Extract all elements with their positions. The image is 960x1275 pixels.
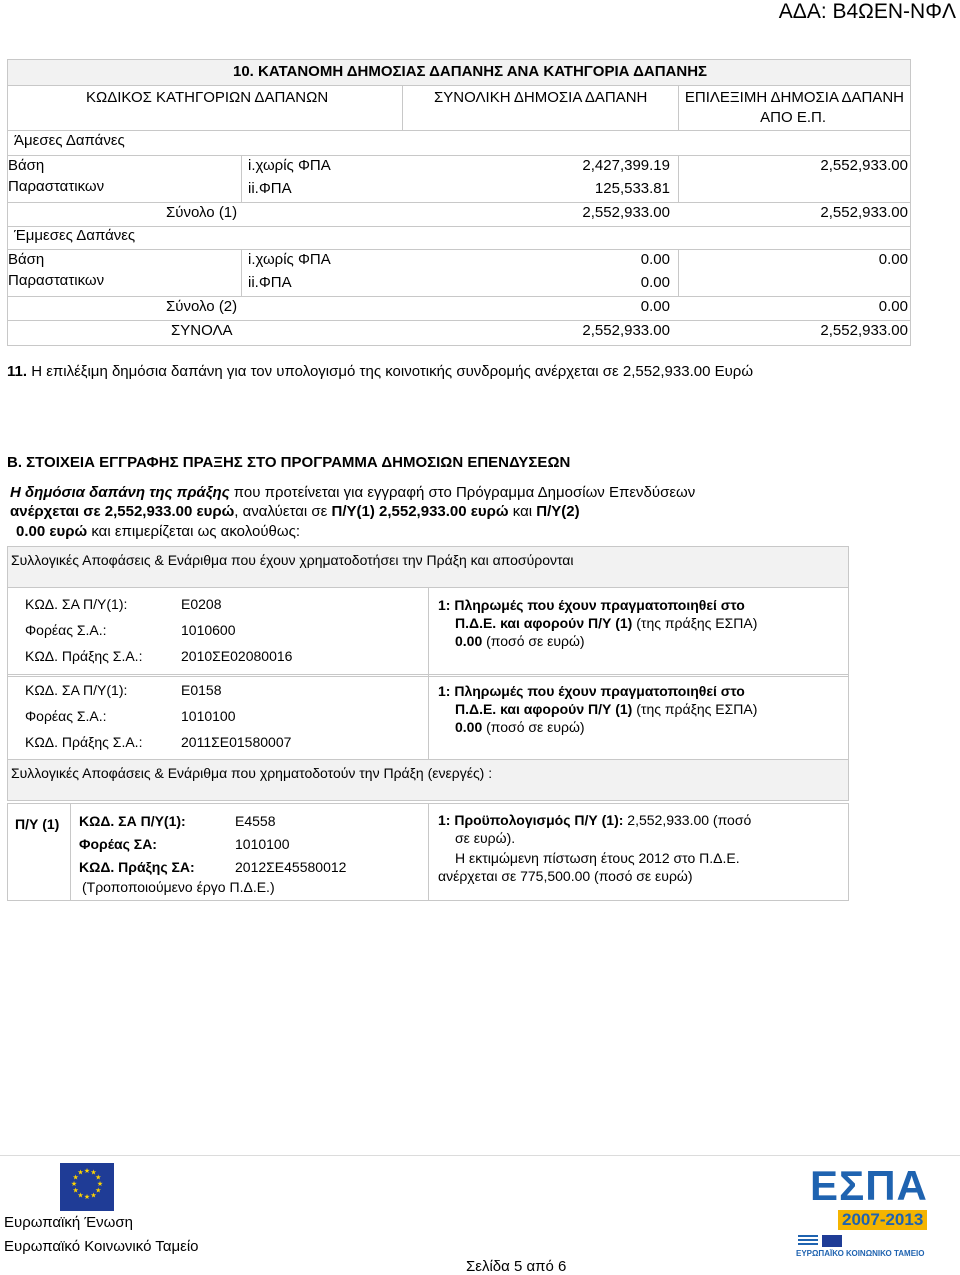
ka-label: ΚΩΔ. ΣΑ Π/Υ(1):: [25, 596, 128, 612]
modified-project-note: (Τροποποιούμενο έργο Π.Δ.Ε.): [82, 879, 275, 895]
col-code-header: ΚΩΔΙΚΟΣ ΚΑΤΗΓΟΡΙΩΝ ΔΑΠΑΝΩΝ: [86, 89, 329, 106]
basis-label: Βάση: [8, 157, 45, 174]
section-10-title: 10. ΚΑΤΑΝΟΜΗ ΔΗΜΟΣΙΑΣ ΔΑΠΑΝΗΣ ΑΝΑ ΚΑΤΗΓΟΡΙΑ ΔΑΠΑΝΗΣ: [233, 63, 708, 80]
line-text: και επιμερίζεται ως ακολούθως:: [87, 523, 300, 540]
col-divider: [241, 155, 242, 202]
sum2-label: Σύνολο (2): [166, 298, 238, 315]
espa-logo-text: ΕΣΠΑ: [810, 1162, 928, 1209]
vat-label: ii.ΦΠΑ: [248, 180, 292, 197]
sum1-eligible: 2,552,933.00: [820, 204, 908, 221]
payments-py: Π.Δ.Ε. και αφορούν Π/Υ (1): [455, 615, 633, 631]
section-11-paragraph: [7, 363, 753, 380]
col-divider: [402, 86, 403, 130]
withdrawn-record-2: [7, 674, 849, 762]
budget-line-2: σε ευρώ).: [455, 830, 516, 846]
col-divider: [70, 804, 71, 900]
active-decisions-title: Συλλογικές Αποφάσεις & Ενάριθμα που χρηματοδοτούν την Πράξη (ενεργές) :: [11, 765, 493, 781]
line-text: και: [508, 503, 537, 520]
sum1-label: Σύνολο (1): [166, 204, 238, 221]
no-vat-label: i.χωρίς ΦΠΑ: [248, 251, 331, 268]
basis-label: Βάση: [8, 251, 45, 268]
payments-line-2: [455, 615, 757, 631]
indirect-eligible: 0.00: [878, 251, 908, 268]
no-vat-label: i.χωρίς ΦΠΑ: [248, 157, 331, 174]
col-divider: [428, 804, 429, 900]
eu-label: Ευρωπαϊκή Ένωση: [4, 1214, 133, 1231]
payments-line-3: [455, 719, 585, 735]
withdrawn-record-1: [7, 587, 849, 677]
svg-text:★: ★: [95, 1186, 102, 1195]
payments-unit: (ποσό σε ευρώ): [482, 633, 585, 649]
praxi-label: ΚΩΔ. Πράξης Σ.Α.:: [25, 734, 143, 750]
col-divider: [428, 588, 429, 676]
svg-text:★: ★: [83, 1167, 91, 1175]
praxi-value: 2010ΣΕ02080016: [181, 648, 293, 664]
line-text: που προτείνεται για εγγραφή στο Πρόγραμμα Δημοσίων Επενδύσεων: [229, 484, 696, 501]
active-decisions-header: [7, 759, 849, 801]
table-title-bar: [8, 60, 910, 86]
praxi-label: ΚΩΔ. Πράξης Σ.Α.:: [25, 648, 143, 664]
section-b-line-1: [10, 484, 695, 501]
foreas-label: Φορέας Σ.Α.:: [25, 622, 107, 638]
withdrawn-decisions-header: [7, 546, 849, 588]
svg-text:★: ★: [77, 1168, 84, 1177]
section-b-line-3: [16, 523, 300, 540]
payments-note: (της πράξης ΕΣΠΑ): [632, 701, 758, 717]
page-number: Σελίδα 5 από 6: [466, 1258, 567, 1275]
foreas-label: Φορέας ΣΑ:: [79, 836, 157, 852]
svg-text:★: ★: [72, 1173, 79, 1182]
payments-line-3: [455, 633, 585, 649]
basis-label: Παραστατικων: [8, 178, 105, 195]
svg-text:★: ★: [83, 1193, 91, 1201]
foreas-label: Φορέας Σ.Α.:: [25, 708, 107, 724]
espa-logo: [796, 1160, 944, 1260]
credit-line-2: ανέρχεται σε 775,500.00 (ποσό σε ευρώ): [438, 868, 693, 884]
payments-line-2: [455, 701, 757, 717]
svg-text:★: ★: [72, 1186, 79, 1195]
svg-text:★: ★: [96, 1180, 104, 1188]
indirect-no-vat-total: 0.00: [640, 251, 670, 268]
grand-eligible: 2,552,933.00: [820, 322, 908, 339]
sum2-eligible: 0.00: [878, 298, 908, 315]
foreas-value: 1010100: [235, 836, 290, 852]
svg-text:★: ★: [70, 1180, 78, 1188]
public-expense-phrase: Η δημόσια δαπάνη της πράξης: [10, 484, 230, 501]
svg-text:★: ★: [77, 1191, 84, 1200]
direct-costs-label: Άμεσες Δαπάνες: [14, 132, 125, 149]
section-b-title: Β. ΣΤΟΙΧΕΙΑ ΕΓΓΡΑΦΗΣ ΠΡΑΞΗΣ ΣΤΟ ΠΡΟΓΡΑΜΜΑ ΔΗΜΟΣΙΩΝ ΕΠΕΝΔΥΣΕΩΝ: [7, 454, 571, 471]
ka-value: Ε4558: [235, 813, 276, 829]
payments-note: (της πράξης ΕΣΠΑ): [632, 615, 758, 631]
col-divider: [678, 155, 679, 202]
praxi-label: ΚΩΔ. Πράξης ΣΑ:: [79, 859, 195, 875]
budget-label: 1: Προϋπολογισμός Π/Υ (1):: [438, 812, 624, 828]
row-divider: [8, 155, 910, 156]
ka-label: ΚΩΔ. ΣΑ Π/Υ(1):: [25, 682, 128, 698]
svg-text:★: ★: [90, 1168, 97, 1177]
budget-amount: 2,552,933.00 (ποσό: [623, 812, 752, 828]
section-b-line-2: [10, 503, 580, 520]
row-divider: [8, 226, 910, 227]
withdrawn-decisions-title: Συλλογικές Αποφάσεις & Ενάριθμα που έχουν χρηματοδοτήσει την Πράξη και αποσύρονται: [11, 552, 574, 568]
col-divider: [241, 249, 242, 296]
praxi-value: 2012ΣΕ45580012: [235, 859, 347, 875]
py1-amount: Π/Υ(1) 2,552,933.00 ευρώ: [331, 503, 509, 520]
direct-eligible: 2,552,933.00: [820, 157, 908, 174]
payments-unit: (ποσό σε ευρώ): [482, 719, 585, 735]
eu-flag-icon: [60, 1163, 114, 1211]
greek-flag-icon: [798, 1235, 818, 1247]
ka-value: Ε0208: [181, 596, 222, 612]
row-divider: [8, 249, 910, 250]
direct-vat-total: 125,533.81: [594, 180, 670, 197]
payments-py: Π.Δ.Ε. και αφορούν Π/Υ (1): [455, 701, 633, 717]
col-total-header: ΣΥΝΟΛΙΚΗ ΔΗΜΟΣΙΑ ΔΑΠΑΝΗ: [434, 89, 648, 106]
sum2-total: 0.00: [640, 298, 670, 315]
foreas-value: 1010100: [181, 708, 236, 724]
allocation-table: [7, 59, 911, 346]
amount-text: ανέρχεται σε 2,552,933.00 ευρώ: [10, 503, 235, 520]
col-eligible-header-1: ΕΠΙΛΕΞΙΜΗ ΔΗΜΟΣΙΑ ΔΑΠΑΝΗ: [684, 89, 904, 106]
credit-line-1: Η εκτιμώμενη πίστωση έτους 2012 στο Π.Δ.Ε.: [455, 850, 740, 866]
col-eligible-header-2: ΑΠΟ Ε.Π.: [760, 109, 826, 126]
col-divider: [678, 249, 679, 296]
col-divider: [428, 675, 429, 761]
svg-text:★: ★: [90, 1191, 97, 1200]
budget-line-1: [438, 812, 751, 828]
ka-label: ΚΩΔ. ΣΑ Π/Υ(1):: [79, 813, 186, 829]
payments-amount: 0.00: [455, 719, 483, 735]
indirect-vat-total: 0.00: [640, 274, 670, 291]
espa-fund-label: ΕΥΡΩΠΑΪΚΟ ΚΟΙΝΩΝΙΚΟ ΤΑΜΕΙΟ: [796, 1249, 925, 1258]
esf-label: Ευρωπαϊκό Κοινωνικό Ταμείο: [4, 1238, 199, 1255]
col-divider: [678, 86, 679, 130]
espa-years: 2007-2013: [838, 1210, 927, 1230]
grand-total: 2,552,933.00: [582, 322, 670, 339]
payments-line-1: 1: Πληρωμές που έχουν πραγματοποιηθεί στο: [438, 683, 745, 699]
payments-line-1: 1: Πληρωμές που έχουν πραγματοποιηθεί στο: [438, 597, 745, 613]
grand-total-label: ΣΥΝΟΛΑ: [171, 322, 233, 339]
sum1-total: 2,552,933.00: [582, 204, 670, 221]
column-header-row: [8, 86, 910, 131]
section-11-text: Η επιλέξιμη δημόσια δαπάνη για τον υπολογισμό της κοινοτικής συνδρομής ανέρχεται σε 2,552,933.00 Ευρώ: [27, 363, 754, 380]
svg-text:★: ★: [95, 1173, 102, 1182]
vat-label: ii.ΦΠΑ: [248, 274, 292, 291]
praxi-value: 2011ΣΕ01580007: [181, 734, 292, 750]
py2-label: Π/Υ(2): [536, 503, 580, 520]
eu-stars-icon: [60, 1163, 114, 1211]
foreas-value: 1010600: [181, 622, 236, 638]
direct-no-vat-total: 2,427,399.19: [582, 157, 670, 174]
py2-amount: 0.00 ευρώ: [16, 523, 88, 540]
line-text: , αναλύεται σε: [234, 503, 332, 520]
eu-mini-flag-icon: [822, 1235, 842, 1247]
basis-label: Παραστατικων: [8, 272, 105, 289]
active-record: [7, 803, 849, 901]
row-divider: [8, 202, 910, 203]
ada-code: ΑΔΑ: Β4ΩΕΝ-ΝΦΛ: [778, 0, 956, 23]
indirect-costs-label: Έμμεσες Δαπάνες: [14, 227, 136, 244]
footer-divider: [0, 1155, 960, 1156]
section-11-number: 11.: [7, 363, 28, 380]
py-label: Π/Υ (1): [15, 816, 60, 832]
row-divider: [8, 320, 910, 321]
ka-value: Ε0158: [181, 682, 222, 698]
row-divider: [8, 296, 910, 297]
payments-amount: 0.00: [455, 633, 483, 649]
